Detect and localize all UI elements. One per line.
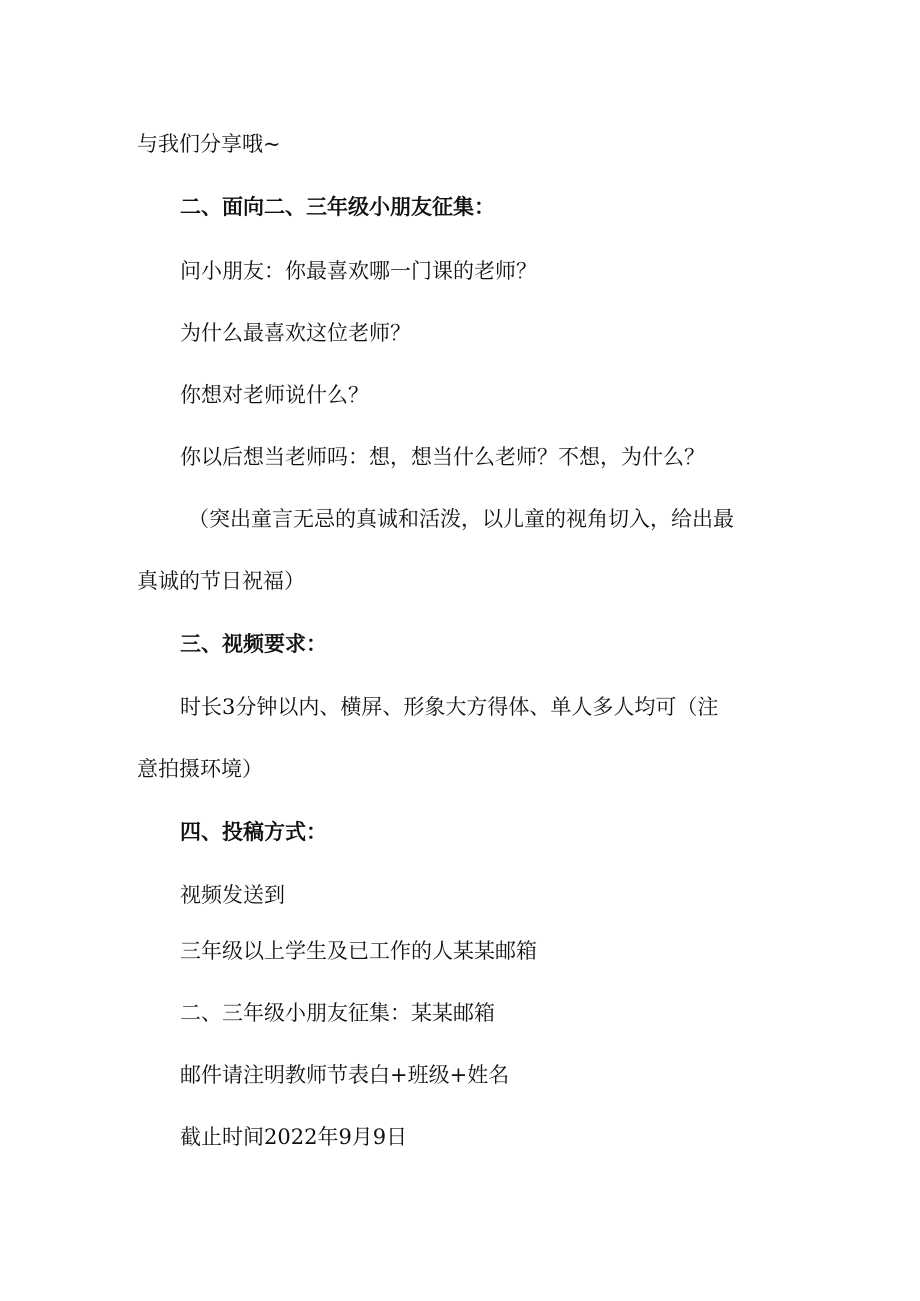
submission-email-note: 邮件请注明教师节表白+班级+姓名 [180,1063,510,1087]
note-line-1: （突出童言无忌的真诚和活泼，以儿童的视角切入，给出最 [188,507,734,531]
submission-send-to: 视频发送到 [180,883,285,907]
submission-email-older: 三年级以上学生及已工作的人某某邮箱 [180,939,537,963]
note-line-2: 真诚的节日祝福） [137,569,305,593]
section-heading-3: 三、视频要求： [180,632,327,656]
question-why: 为什么最喜欢这位老师？ [180,321,411,345]
question-future: 你以后想当老师吗：想，想当什么老师？不想，为什么？ [180,445,705,469]
section-heading-2: 二、面向二、三年级小朋友征集： [180,195,495,219]
question-favorite-teacher: 问小朋友：你最喜欢哪一门课的老师？ [180,259,537,283]
text-line-share: 与我们分享哦~ [137,132,281,156]
section-heading-4: 四、投稿方式： [180,820,327,844]
video-requirements-line-1: 时长3分钟以内、横屏、形象大方得体、单人多人均可（注 [180,695,719,719]
submission-email-younger: 二、三年级小朋友征集：某某邮箱 [180,1001,495,1025]
question-say: 你想对老师说什么？ [180,383,369,407]
submission-deadline: 截止时间2022年9月9日 [180,1125,408,1149]
video-requirements-line-2: 意拍摄环境） [137,757,263,781]
